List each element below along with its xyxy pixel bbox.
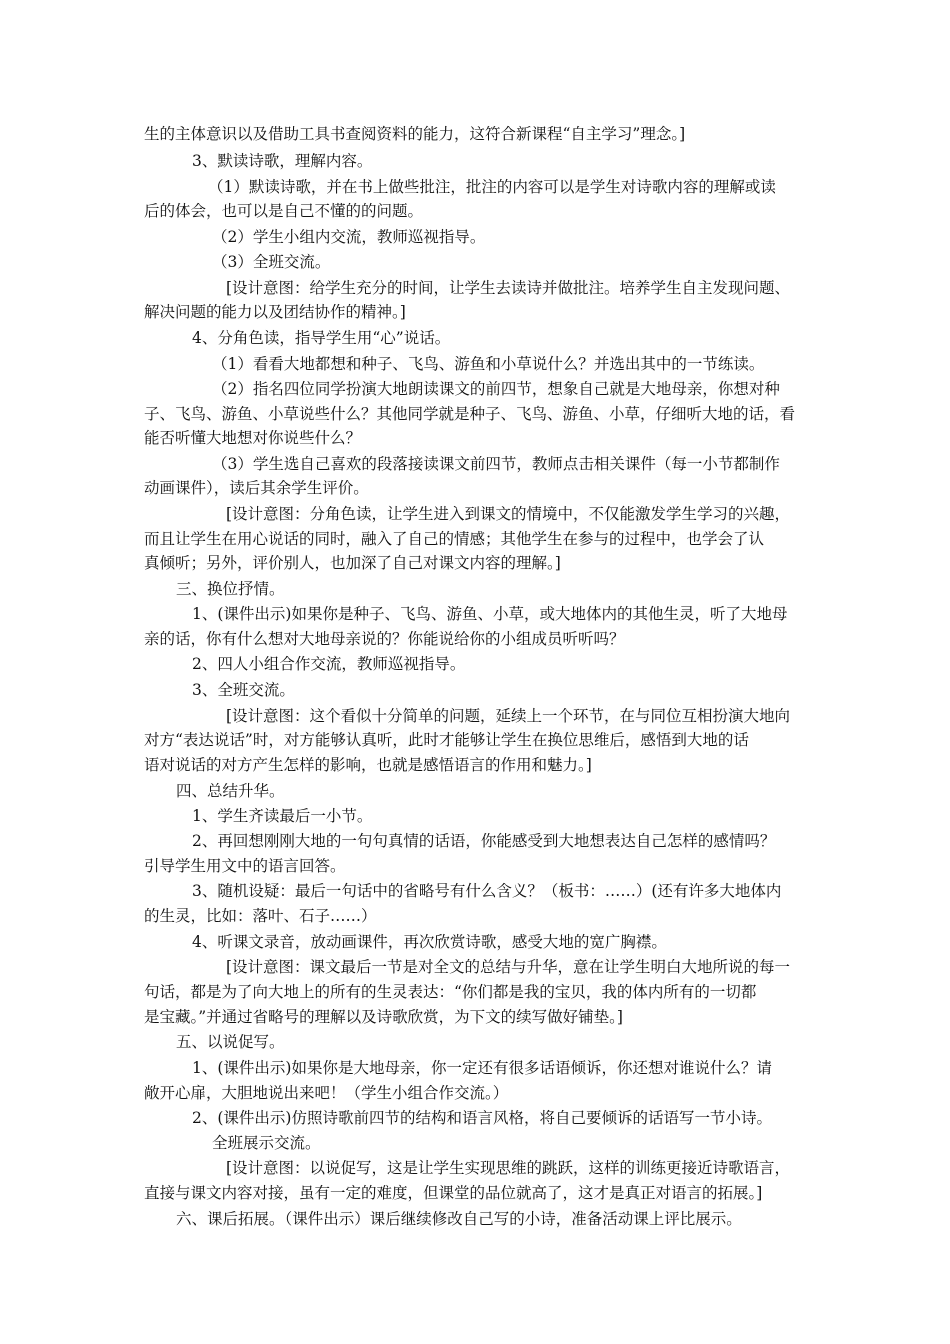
text-line: 解决问题的能力以及团结协作的精神。] <box>144 303 406 321</box>
text-line: 引导学生用文中的语言回答。 <box>144 857 346 875</box>
text-line: 子、飞鸟、游鱼、小草说些什么？其他同学就是种子、飞鸟、游鱼、小草，仔细听大地的话，看 <box>144 405 796 423</box>
text-line: （3）学生选自己喜欢的段落接读课文前四节，教师点击相关课件（每一小节都制作 <box>212 455 780 473</box>
text-line: 对方“表达说话”时，对方能够认真听，此时才能够让学生在换位思维后，感悟到大地的话 <box>144 731 749 749</box>
text-line: 4、分角色读，指导学生用“心”说话。 <box>192 329 451 347</box>
text-line: （2）指名四位同学扮演大地朗读课文的前四节，想象自己就是大地母亲，你想对种 <box>212 380 780 398</box>
text-line: 1、(课件出示)如果你是大地母亲，你一定还有很多话语倾诉，你还想对谁说什么？请 <box>192 1059 772 1077</box>
text-line: 3、默读诗歌，理解内容。 <box>192 152 373 170</box>
text-line: 4、听课文录音，放动画课件，再次欣赏诗歌，感受大地的宽广胸襟。 <box>192 933 667 951</box>
text-line: （1）默读诗歌，并在书上做些批注，批注的内容可以是学生对诗歌内容的理解或读 <box>208 178 776 196</box>
text-line: 直接与课文内容对接，虽有一定的难度，但课堂的品位就高了，这才是真正对语言的拓展。] <box>144 1184 763 1202</box>
text-line: 四、总结升华。 <box>176 782 285 800</box>
text-line: 2、再回想刚刚大地的一句句真情的话语，你能感受到大地想表达自己怎样的感情吗？ <box>192 832 776 850</box>
text-line: （1）看看大地都想和种子、飞鸟、游鱼和小草说什么？并选出其中的一节练读。 <box>212 355 765 373</box>
text-line: [设计意图：给学生充分的时间，让学生去读诗并做批注。培养学生自主发现问题、 <box>226 279 791 297</box>
text-line: 亲的话，你有什么想对大地母亲说的？你能说给你的小组成员听听吗？ <box>144 630 625 648</box>
text-line: 语对说话的对方产生怎样的影响，也就是感悟语言的作用和魅力。] <box>144 756 592 774</box>
text-line: 全班展示交流。 <box>212 1134 321 1152</box>
text-line: 五、以说促写。 <box>176 1033 285 1051</box>
text-line: 真倾听；另外，评价别人，也加深了自己对课文内容的理解。] <box>144 554 561 572</box>
text-line: 2、(课件出示)仿照诗歌前四节的结构和语言风格，将自己要倾诉的话语写一节小诗。 <box>192 1109 772 1127</box>
text-line: 能否听懂大地想对你说些什么？ <box>144 429 362 447</box>
text-line: 敞开心扉，大胆地说出来吧！（学生小组合作交流。） <box>144 1084 509 1102</box>
text-line: [设计意图：这个看似十分简单的问题，延续上一个环节，在与同位互相扮演大地向 <box>226 707 791 725</box>
text-line: 六、课后拓展。（课件出示）课后继续修改自己写的小诗，准备活动课上评比展示。 <box>176 1210 742 1228</box>
text-line: 动画课件），读后其余学生评价。 <box>144 479 369 497</box>
text-line: 3、全班交流。 <box>192 681 295 699</box>
text-line: （2）学生小组内交流，教师巡视指导。 <box>212 228 486 246</box>
text-line: 的生灵，比如：落叶、石子……） <box>144 907 377 925</box>
text-line: 1、学生齐读最后一小节。 <box>192 807 373 825</box>
text-line: 生的主体意识以及借助工具书查阅资料的能力，这符合新课程“自主学习”理念。] <box>144 125 686 143</box>
text-line: 后的体会，也可以是自己不懂的的问题。 <box>144 202 424 220</box>
text-line: [设计意图：课文最后一节是对全文的总结与升华，意在让学生明白大地所说的每一 <box>226 958 791 976</box>
text-line: 1、(课件出示)如果你是种子、飞鸟、游鱼、小草，或大地体内的其他生灵，听了大地母 <box>192 605 788 623</box>
text-line: [设计意图：分角色读，让学生进入到课文的情境中，不仅能激发学生学习的兴趣， <box>226 505 791 523</box>
text-line: 2、四人小组合作交流，教师巡视指导。 <box>192 655 466 673</box>
text-line: 句话，都是为了向大地上的所有的生灵表达：“你们都是我的宝贝，我的体内所有的一切都 <box>144 983 757 1001</box>
text-line: （3）全班交流。 <box>212 253 331 271</box>
text-line: 而且让学生在用心说话的同时，融入了自己的情感；其他学生在参与的过程中，也学会了认 <box>144 530 765 548</box>
text-line: 三、换位抒情。 <box>176 580 285 598</box>
text-line: 3、随机设疑：最后一句话中的省略号有什么含义？（板书：……）(还有许多大地体内 <box>192 882 782 900</box>
text-line: 是宝藏。”并通过省略号的理解以及诗歌欣赏，为下文的续写做好铺垫。] <box>144 1008 623 1026</box>
text-line: [设计意图：以说促写，这是让学生实现思维的跳跃，这样的训练更接近诗歌语言， <box>226 1159 791 1177</box>
